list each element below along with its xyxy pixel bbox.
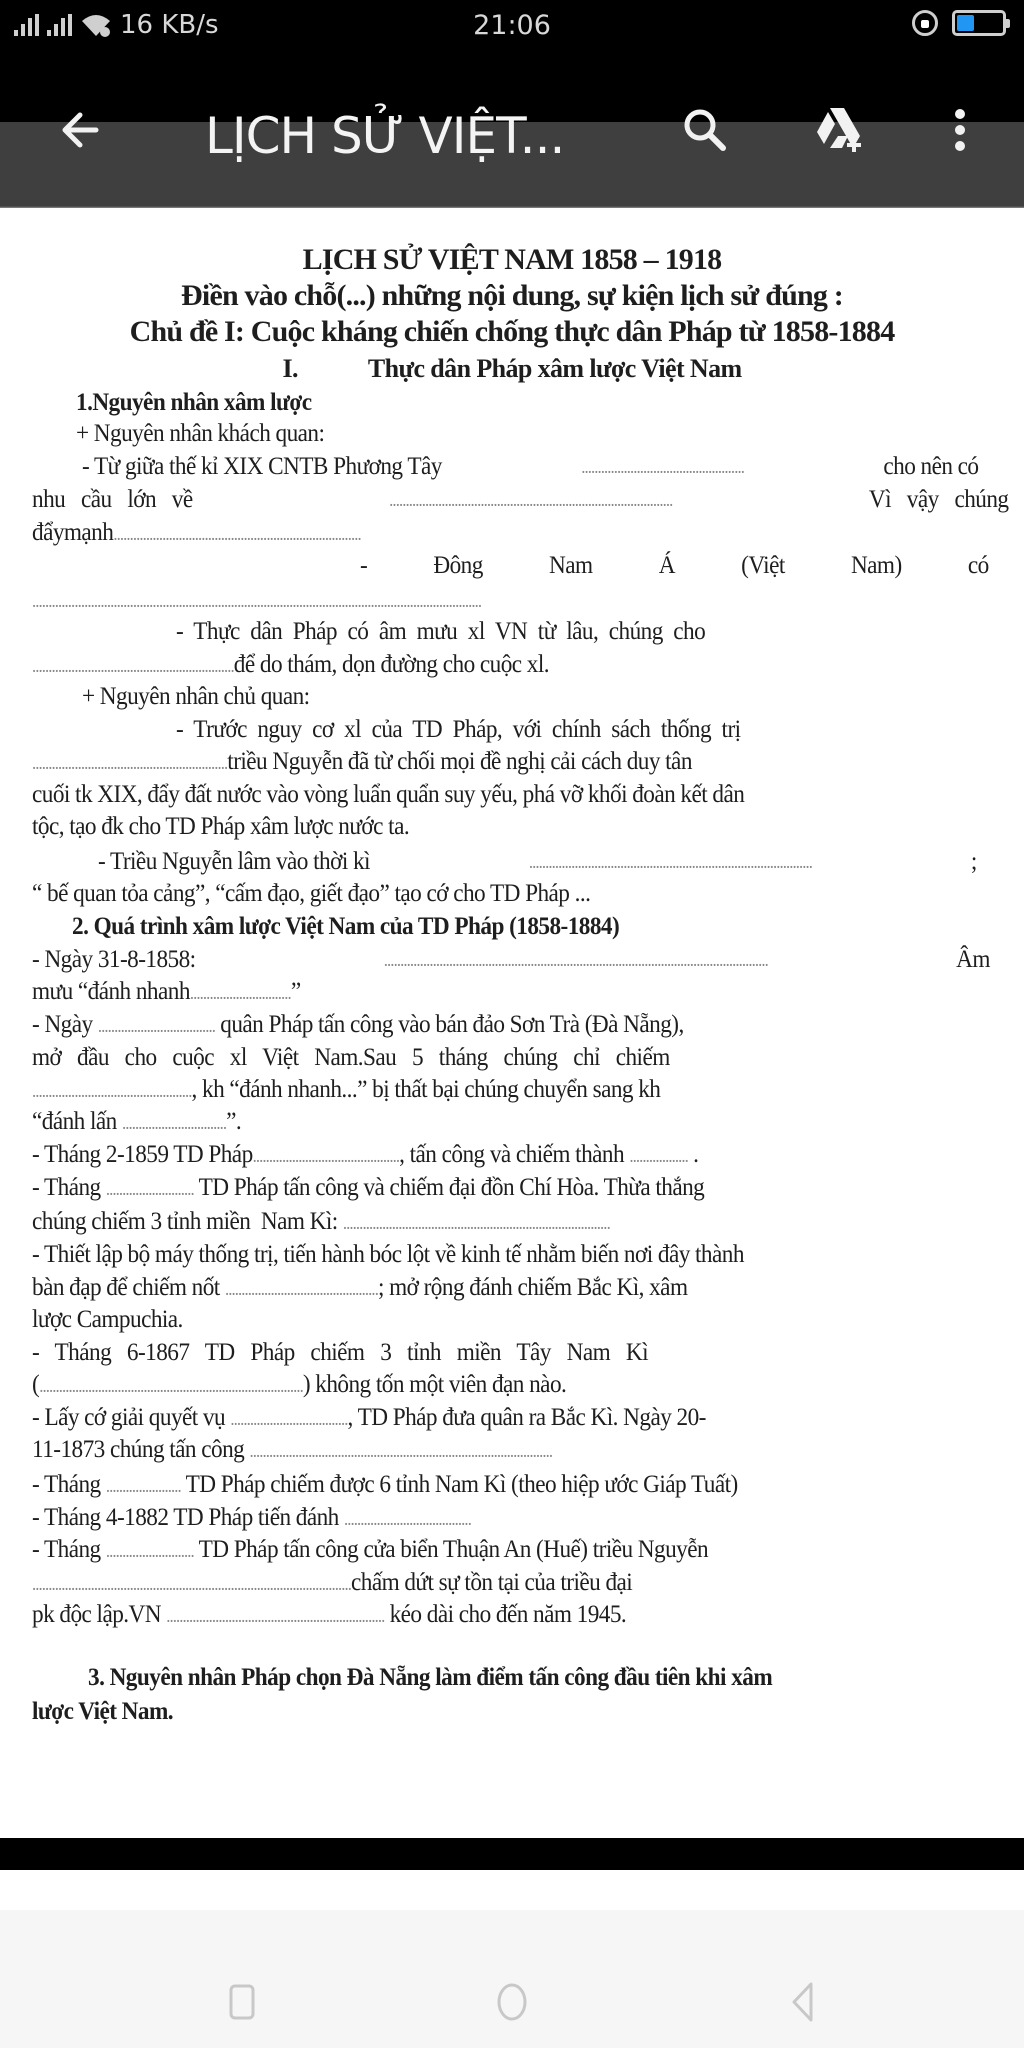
blank: .................................................................................................. — [32, 1574, 351, 1594]
doc-line — [32, 1470, 919, 1501]
doc-line — [32, 1075, 919, 1106]
text: cho nên có — [883, 453, 979, 480]
blank: .................................................. — [581, 457, 744, 477]
text: ” — [290, 978, 301, 1005]
text: - Tháng — [32, 1536, 101, 1563]
text: kéo dài cho đến năm 1945. — [389, 1601, 627, 1628]
text: - — [360, 552, 368, 579]
text: - Lấy cớ giải quyết vụ — [32, 1404, 226, 1431]
blank: .................................................................................. — [342, 1213, 610, 1233]
system-nav-bar — [0, 1910, 1024, 2048]
doc-line: - Tháng 6-1867 TD Pháp chiếm 3 tỉnh miền Tây Nam Kì — [32, 1339, 649, 1366]
text: , tấn công và chiếm thành — [399, 1141, 625, 1168]
doc-topic: Chủ đề I: Cuộc kháng chiến chống thực dân Pháp từ 1858-1884 — [129, 315, 895, 348]
back-triangle-icon[interactable] — [772, 1972, 832, 2032]
text: mưu “đánh nhanh — [32, 978, 190, 1005]
doc-line — [32, 1370, 919, 1401]
blank: ............................................... — [224, 1279, 378, 1299]
doc-line: - Thực dân Pháp có âm mưu xl VN từ lâu, chúng cho — [176, 618, 706, 645]
status-right — [912, 10, 1006, 36]
text: ( — [32, 1371, 40, 1398]
doc-line — [32, 977, 919, 1008]
text: Nam — [549, 552, 593, 579]
text: 11-1873 chúng tấn công — [32, 1436, 245, 1463]
blank: ................................................................... — [166, 1606, 385, 1626]
heading-3: 3. Nguyên nhân Pháp chọn Đà Nẵng làm điểm tấn công đầu tiên khi xâm — [88, 1664, 773, 1691]
network-speed: 16 KB/s — [120, 10, 219, 40]
blank: .................................... — [230, 1409, 348, 1429]
blank: ............................... — [189, 983, 291, 1003]
doc-section-heading — [0, 354, 1024, 384]
page-gap — [0, 1870, 1024, 1910]
text: . — [693, 1141, 699, 1168]
doc-line — [360, 551, 989, 581]
heading-2: 2. Quá trình xâm lược Việt Nam của TD Pháp (1858-1884) — [72, 913, 620, 940]
subheading-khach-quan: + Nguyên nhân khách quan: — [76, 420, 325, 447]
blank-line — [32, 585, 919, 616]
text: , TD Pháp đưa quân ra Bắc Kì. Ngày 20- — [347, 1404, 706, 1431]
doc-line — [32, 1435, 919, 1466]
doc-line — [32, 1273, 919, 1304]
blank: ............................................................................................. — [249, 1441, 553, 1461]
blank: ................................ — [121, 1113, 227, 1133]
doc-line — [32, 1600, 919, 1631]
doc-line — [32, 945, 990, 975]
blank: ........................... — [105, 1541, 194, 1561]
text: chúng chiếm 3 tỉnh miền Nam Kì: — [32, 1208, 338, 1235]
text: để do thám, dọn đường cho cuộc xl. — [233, 651, 550, 678]
blank: ....................... — [105, 1476, 181, 1496]
doc-line — [32, 1207, 919, 1238]
text: TD Pháp tấn công cửa biển Thuận An (Huế) triều Nguyễn — [198, 1536, 709, 1563]
blank: ................................................. — [32, 1081, 192, 1101]
doc-line: - Trước nguy cơ xl của TD Pháp, với chính sách thống trị — [176, 716, 741, 743]
home-circle-icon[interactable] — [482, 1972, 542, 2032]
doc-line — [32, 1173, 919, 1204]
battery-fill — [957, 15, 974, 31]
more-vert-icon[interactable] — [930, 100, 990, 160]
doc-line — [82, 452, 979, 482]
text: Vì vậy chúng — [868, 486, 1009, 513]
text: ; — [970, 848, 977, 875]
doc-line — [32, 747, 919, 778]
text: ; mở rộng đánh chiếm Bắc Kì, xâm — [377, 1274, 688, 1301]
section-number: I. — [282, 354, 298, 383]
text: “đánh lấn — [32, 1108, 117, 1135]
text: nhu cầu lớn về — [32, 486, 193, 513]
doc-line — [32, 1535, 919, 1566]
text: Á — [658, 552, 675, 579]
blank: .................................... — [97, 1016, 216, 1036]
blank: ........................... — [105, 1179, 194, 1199]
arrow-back-icon[interactable] — [50, 100, 110, 160]
heading-1: 1.Nguyên nhân xâm lược — [76, 389, 312, 416]
blank: ................................................................................. — [39, 1376, 303, 1396]
text: Nam) — [850, 552, 902, 579]
text: - Tháng — [32, 1471, 101, 1498]
google-drive-add-icon[interactable] — [808, 100, 868, 160]
doc-line: cuối tk XIX, đẩy đất nước vào vòng luẩn quẩn suy yếu, phá vỡ khối đoàn kết dân — [32, 781, 745, 808]
text: (Việt — [741, 552, 785, 579]
blank: ............................................................................ — [113, 524, 361, 544]
text: bàn đạp để chiếm nốt — [32, 1274, 220, 1301]
doc-line — [32, 1403, 919, 1434]
doc-line: lược Campuchia. — [32, 1306, 183, 1333]
document-title: LỊCH SỬ VIỆT... — [205, 107, 565, 165]
clock: 21:06 — [473, 10, 551, 41]
doc-line — [32, 485, 1009, 515]
text: - Từ giữa thế kỉ XIX CNTB Phương Tây — [82, 453, 442, 480]
blank: .............................................................. — [32, 656, 234, 676]
text: ”. — [226, 1108, 242, 1135]
blank: .......................................................................................................................................... — [32, 591, 482, 611]
status-bar — [0, 0, 1024, 56]
doc-instruction: Điền vào chỗ(...) những nội dung, sự kiện lịch sử đúng : — [181, 279, 843, 312]
blank: ............................................................ — [32, 753, 228, 773]
doc-line — [32, 1107, 919, 1138]
blank: .................. — [629, 1146, 688, 1166]
doc-line — [32, 650, 919, 681]
text: - Tháng — [32, 1174, 101, 1201]
page-bottom-edge — [0, 1838, 1024, 1870]
doc-line — [32, 1010, 919, 1041]
doc-line — [98, 847, 977, 877]
doc-line — [32, 1140, 919, 1171]
doc-line: “ bế quan tỏa cảng”, “cấm đạo, giết đạo” tạo cớ cho TD Pháp ... — [32, 880, 591, 907]
text: chấm dứt sự tồn tại của triều đại — [350, 1569, 633, 1596]
text: - Tháng 2-1859 TD Pháp — [32, 1141, 253, 1168]
doc-line — [32, 1503, 919, 1534]
text: Âm — [956, 946, 990, 973]
search-icon[interactable] — [675, 100, 735, 160]
text: đẩymạnh — [32, 519, 114, 546]
blank: ....................................................................................... — [389, 490, 673, 510]
text: ) không tốn một viên đạn nào. — [302, 1371, 567, 1398]
text: TD Pháp chiếm được 6 tỉnh Nam Kì (theo hiệp ước Giáp Tuất) — [185, 1471, 738, 1498]
text: có — [967, 552, 989, 579]
doc-title: LỊCH SỬ VIỆT NAM 1858 – 1918 — [302, 243, 722, 276]
blank: ............................................. — [252, 1146, 400, 1166]
doc-line — [32, 518, 919, 549]
doc-line: mở đầu cho cuộc xl Việt Nam.Sau 5 tháng chúng chỉ chiếm — [32, 1044, 670, 1071]
text: - Triều Nguyễn lâm vào thời kì — [98, 848, 370, 875]
text: - Ngày 31-8-1858: — [32, 946, 196, 973]
text: triều Nguyễn đã từ chối mọi đề nghị cải cách duy tân — [227, 748, 692, 775]
section-title: Thực dân Pháp xâm lược Việt Nam — [367, 354, 742, 383]
text: TD Pháp tấn công và chiếm đại đồn Chí Hòa. Thừa thắng — [198, 1174, 705, 1201]
text: , kh “đánh nhanh...” bị thất bại chúng chuyển sang kh — [191, 1076, 661, 1103]
subheading-chu-quan: + Nguyên nhân chủ quan: — [82, 683, 310, 710]
text: - Tháng 4-1882 TD Pháp tiến đánh — [32, 1504, 339, 1531]
heading-3-cont: lược Việt Nam. — [32, 1698, 174, 1725]
doc-line — [32, 1568, 919, 1599]
text: pk độc lập.VN — [32, 1601, 161, 1628]
blank: ...................................................................................................................... — [383, 950, 768, 970]
blank: ....................................... — [344, 1509, 471, 1529]
recents-square-icon[interactable] — [212, 1972, 272, 2032]
text: - Ngày — [32, 1011, 93, 1038]
rotation-lock-icon — [912, 10, 938, 36]
doc-line: tộc, tạo đk cho TD Pháp xâm lược nước ta. — [32, 813, 410, 840]
doc-line: - Thiết lập bộ máy thống trị, tiến hành bóc lột về kinh tế nhằm biến nơi đây thành — [32, 1241, 744, 1268]
text: Đông — [433, 552, 483, 579]
blank: ....................................................................................... — [528, 852, 813, 872]
text: quân Pháp tấn công vào bán đảo Sơn Trà (Đà Nẵng), — [220, 1011, 684, 1038]
battery-icon — [952, 10, 1006, 36]
